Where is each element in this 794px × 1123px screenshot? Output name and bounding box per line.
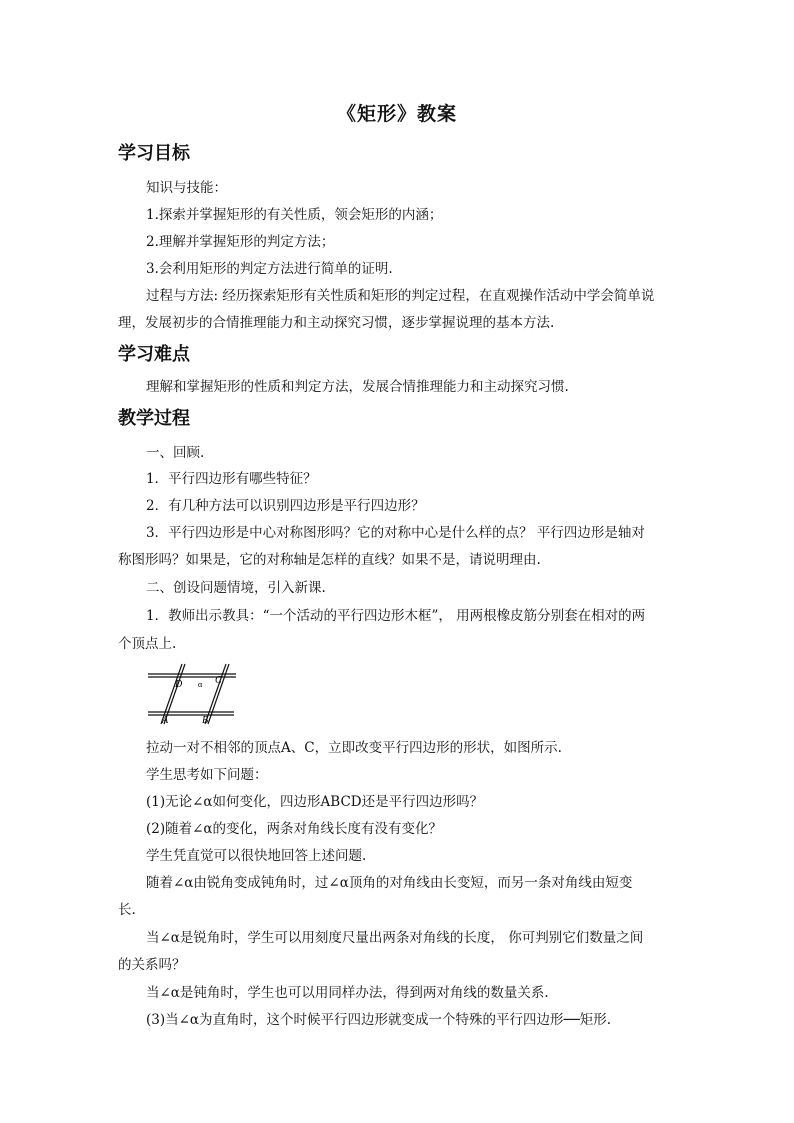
document-title: 《矩形》教案 bbox=[336, 103, 457, 125]
paragraph-line: (3)当∠α为直角时，这个时候平行四边形就变成一个特殊的平行四边形──矩形. bbox=[146, 1012, 612, 1028]
paragraph-line: 个顶点上. bbox=[118, 636, 177, 652]
paragraph-line: 理解和掌握矩形的性质和判定方法，发展合情推理能力和主动探究习惯. bbox=[146, 379, 569, 395]
heading-difficulty: 学习难点 bbox=[118, 344, 190, 365]
angle-label-alpha: α bbox=[198, 680, 203, 689]
parallelogram-figure bbox=[144, 662, 238, 726]
vertex-label-c: C bbox=[215, 675, 222, 686]
paragraph-line: 2.理解并掌握矩形的判定方法； bbox=[146, 234, 335, 250]
paragraph-line: 随着∠α由锐角变成钝角时，过∠α顶角的对角线由长变短，而另一条对角线由短变 bbox=[146, 875, 633, 891]
paragraph-line: 3．平行四边形是中心对称图形吗？它的对称中心是什么样的点？ 平行四边形是轴对 bbox=[146, 525, 645, 541]
paragraph-line: 2．有几种方法可以识别四边形是平行四边形？ bbox=[146, 498, 425, 514]
paragraph-line: 拉动一对不相邻的顶点A、C，立即改变平行四边形的形状，如图所示. bbox=[146, 740, 562, 756]
paragraph-line: 当∠α是锐角时，学生可以用刻度尺量出两条对角线的长度， 你可判别它们数量之间 bbox=[146, 930, 644, 946]
paragraph-line: (1)无论∠α如何变化，四边形ABCD还是平行四边形吗？ bbox=[146, 794, 484, 810]
vertex-label-b: B bbox=[202, 715, 209, 726]
vertex-label-d: D bbox=[175, 679, 183, 690]
paragraph-line: 一、回顾. bbox=[146, 445, 205, 461]
paragraph-line: 3.会利用矩形的判定方法进行简单的证明. bbox=[146, 261, 393, 277]
paragraph-line: 过程与方法: 经历探索矩形有关性质和矩形的判定过程，在直观操作活动中学会简单说 bbox=[146, 288, 655, 304]
paragraph-line: (2)随着∠α的变化，两条对角线长度有没有变化？ bbox=[146, 821, 443, 837]
paragraph-line: 称图形吗？如果是，它的对称轴是怎样的直线？如果不是，请说明理由. bbox=[118, 552, 541, 568]
paragraph-line: 知识与技能： bbox=[146, 180, 227, 196]
paragraph-line: 1．教师出示教具：“一个活动的平行四边形木框”， 用两根橡皮筋分别套在相对的两 bbox=[146, 608, 646, 624]
paragraph-line: 1.探索并掌握矩形的有关性质，领会矩形的内涵； bbox=[146, 207, 443, 223]
paragraph-line: 学生思考如下问题： bbox=[146, 767, 268, 783]
paragraph-line: 当∠α是钝角时，学生也可以用同样办法，得到两对角线的数量关系. bbox=[146, 985, 549, 1001]
paragraph-line: 长. bbox=[118, 902, 136, 918]
paragraph-line: 二、创设问题情境，引入新课. bbox=[146, 580, 326, 596]
paragraph-line: 理，发展初步的合情推理能力和主动探究习惯，逐步掌握说理的基本方法. bbox=[118, 315, 555, 331]
paragraph-line: 的关系吗？ bbox=[118, 957, 186, 973]
heading-objectives: 学习目标 bbox=[118, 143, 190, 164]
vertex-label-a: A bbox=[162, 715, 169, 726]
paragraph-line: 学生凭直觉可以很快地回答上述问题. bbox=[146, 848, 367, 864]
heading-process: 教学过程 bbox=[118, 408, 190, 429]
paragraph-line: 1．平行四边形有哪些特征？ bbox=[146, 471, 317, 487]
